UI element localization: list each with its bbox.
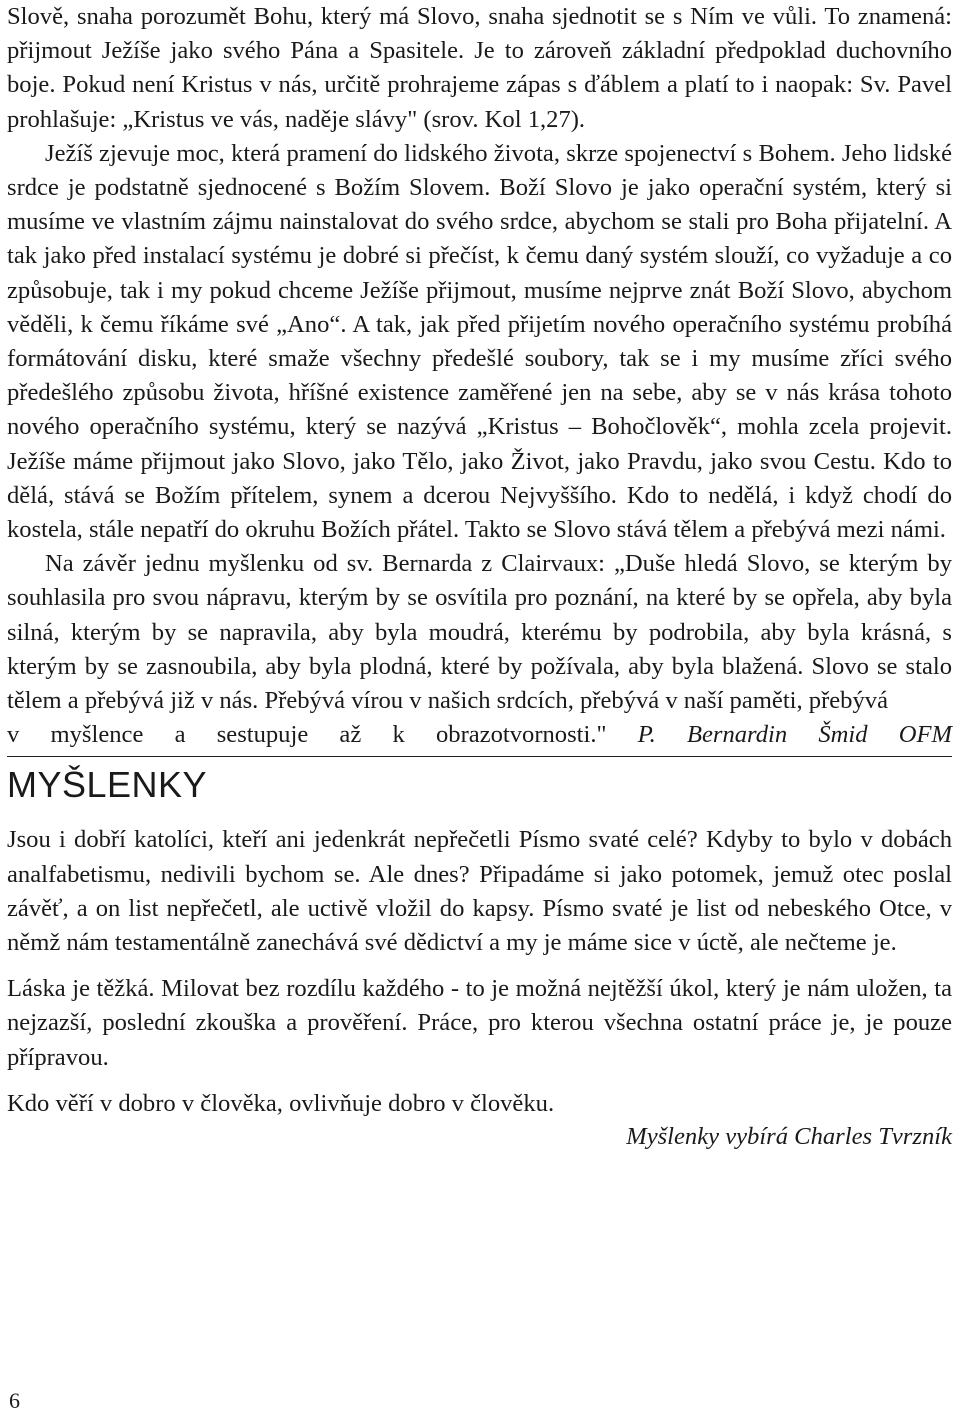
section-heading: MYŠLENKY bbox=[7, 764, 208, 806]
author-signature: P. Bernardin Šmid OFM bbox=[637, 721, 953, 749]
section-divider bbox=[7, 756, 952, 757]
thought-paragraph-3: Kdo věří v dobro v člověka, ovlivňuje dobro v člověku. bbox=[7, 1089, 555, 1117]
section-credit: Myšlenky vybírá Charles Tvrzník bbox=[626, 1123, 952, 1151]
page bbox=[7, 0, 952, 1153]
thought-paragraph-1: Jsou i dobří katolíci, kteří ani jedenkrát nepřečetli Písmo svaté celé? Kdyby to bylo v dobách analfabetismu, nedivili bychom se. Ale dnes? Připadáme si jako potomek, jemuž otec poslal závěť, a on list nepřečetl, ale uctivě vložil do kapsy. Písmo svaté je list od nebeského Otce, v němž nám testamentálně zanechává své dědictví a my je máme sice v úctě, ale nečteme je. bbox=[7, 826, 952, 957]
page-number: 6 bbox=[9, 1388, 20, 1413]
thought-paragraph-2: Láska je těžká. Milovat bez rozdílu každého - to je možná nejtěžší úkol, který je nám uložen, ta nejzazší, poslední zkouška a prověření. Práce, pro kterou všechna ostatní práce je, je pouze přípravou. bbox=[7, 975, 952, 1071]
article-paragraph-1: Slově, snaha porozumět Bohu, který má Slovo, snaha sjednotit se s Ním ve vůli. To znamená: přijmout Ježíše jako svého Pána a Spasitele. Je to zároveň základní předpoklad duchovního boje. Pokud není Kristus v nás, určitě prohrajeme zápas s ďáblem a platí to i naopak: Sv. Pavel prohlašuje: „Kristus ve vás, naděje slávy" (srov. Kol 1,27). bbox=[7, 3, 952, 133]
article-closing-text: v myšlence a sestupuje až k obrazotvornosti." bbox=[7, 721, 607, 749]
article-paragraph-3: Na závěr jednu myšlenku od sv. Bernarda z Clairvaux: „Duše hledá Slovo, se kterým by souhlasila pro svou nápravu, kterým by se osvítila pro poznání, na které by se opřela, aby byla silná, kterým by se napravila, aby byla moudrá, kterému by podrobila, aby byla krásná, s kterým by se zasnoubila, aby byla plodná, které by požívala, aby byla blažená. Slovo se stalo tělem a přebývá již v nás. Přebývá vírou v našich srdcích, přebývá v naší paměti, přebývá bbox=[7, 550, 952, 715]
article-paragraph-2: Ježíš zjevuje moc, která pramení do lidského života, skrze spojenectví s Bohem. Jeho lidské srdce je podstatně sjednocené s Božím Slovem. Boží Slovo je jako operační systém, který si musíme ve vlastním zájmu nainstalovat do svého srdce, abychom se stali pro Boha přijatelní. A tak jako před instalací systému je dobré si přečíst, k čemu daný systém slouží, co vyžaduje a co způsobuje, tak i my pokud chceme Ježíše přijmout, musíme nejprve znát Boží Slovo, abychom věděli, k čemu říkáme své „Ano“. A tak, jak před přijetím nového operačního systému probíhá formátování disku, které smaže všechny předešlé soubory, tak se i my musíme zříci svého předešlého způsobu života, hříšné existence zaměřené jen na sebe, aby se v nás krása tohoto nového operačního systému, který se nazývá „Kristus – Bohočlověk“, mohla zcela projevit. Ježíše máme přijmout jako Slovo, jako Tělo, jako Život, jako Pravdu, jako svou Cestu. Kdo to dělá, stává se Božím přítelem, synem a dcerou Nejvyššího. Kdo to nedělá, i když chodí do kostela, stále nepatří do okruhu Božích přátel. Takto se Slovo stává tělem a přebývá mezi námi. bbox=[7, 139, 952, 544]
article-closing-line bbox=[7, 718, 952, 752]
